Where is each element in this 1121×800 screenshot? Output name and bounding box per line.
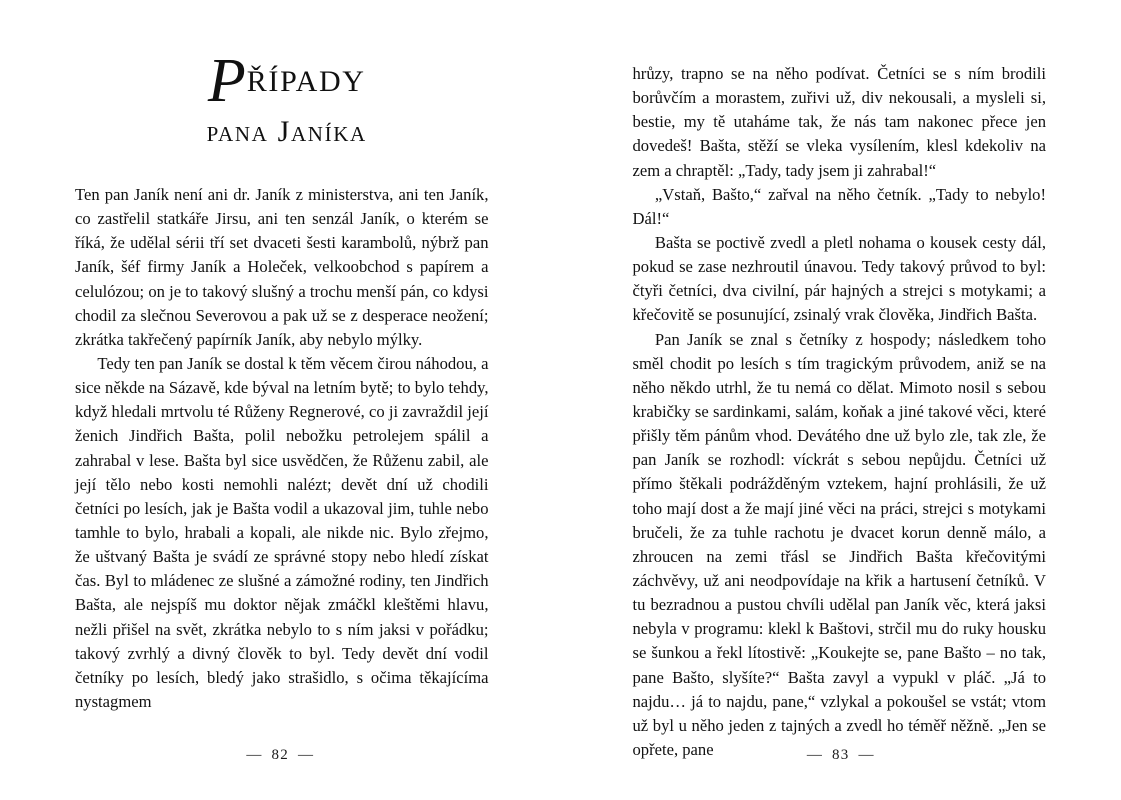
paragraph: Pan Janík se znal s četníky z hospody; následkem toho směl chodit po lesích s tím tragickým průvodem, aniž se na něho někdo utrhl, že tu nemá co dělat. Mimoto nosil s sebou krabičky se sardinkami, salám, koňak a jiné takové věci, které přišly těm pánům vhod. Devátého dne už bylo zle, tak zle, že pan Janík se rozhodl: víckrát s sebou nepůjdu. Četníci už přímo štěkali podrážděným vztekem, hajní prohlásili, že už toho mají dost a že mají jiné věci na práci, strejci s motykami bručeli, že za tuhle rachotu je dvacet korun denně málo, a zhroucen na zemi třásl se Jindřich Bašta křečovitými záchvěvy, už ani neodpovídaje na křik a hartusení četníků. V tu bezradnou a pustou chvíli udělal pan Janík věc, která jaksi nebyla v programu: klekl k Baštovi, strčil mu do ruky housku se šunkou a řekl lítostivě: „Koukejte se, pane Bašto – no tak, pane Bašto, slyšíte?“ Bašta zavyl a vypukl v pláč. „Já to najdu… já to najdu, pane,“ vzlykal a pokoušel se vstát; vtom už byl u něho jeden z tajných a zvedl ho téměř něžně. „Jen se opřete, pane <box>632 329 1046 759</box>
paragraph: Bašta se poctivě zvedl a pletl nohama o kousek cesty dál, pokud se zase nezhroutil únavou. Tedy takový průvod to byl: čtyři četníci, dva civilní, pár hajných a strejci s motykami; a křečovitě se posunující, zsinalý vrak člověka, Jindřich Bašta. <box>632 232 1046 325</box>
paragraph: Ten pan Janík není ani dr. Janík z ministerstva, ani ten Janík, co zastřelil statkáře Jirsu, ani ten senzál Janík, o kterém se říká, že udělal sérii tří set dvaceti šesti karambolů, nýbrž pan Janík, šéf firmy Janík a Holeček, velkoobchod s papírem a celulózou; on je to takový slušný a trochu menší pán, co kdysi chodil za slečnou Severovou a pak už se z desperace neožení; zkrátka takřečený papírník Janík, aby nebylo mýlky. <box>75 184 489 349</box>
paragraph: hrůzy, trapno se na něho podívat. Četníci se s ním brodili borůvčím a morastem, zuřivi už, div nekousali, a mysleli si, bestie, my tě utaháme tak, že nás tam nakonec přece jen dovedeš! Bašta, stěží se vleka vysílením, klesl kdekoliv na zem a chraptěl: „Tady, tady jsem ji zahrabal!“ <box>632 64 1046 180</box>
chapter-title-line-2: pana Janíka <box>206 115 367 149</box>
folio-dash-left: — <box>246 747 263 763</box>
page-right <box>561 0 1121 800</box>
chapter-title-line-1-text: ŘÍPADY <box>246 65 366 99</box>
folio-number: 82 <box>271 747 289 763</box>
paragraph: „Vstaň, Bašto,“ zařval na něho četník. „Tady to nebylo! Dál!“ <box>632 184 1046 228</box>
folio-dash-right: — <box>297 747 315 763</box>
folio-number: 83 <box>832 747 850 763</box>
folio-right <box>561 747 1121 764</box>
paragraph: Tedy ten pan Janík se dostal k těm věcem čirou náhodou, a sice někde na Sázavě, kde býval na letním bytě; to bylo tehdy, když hledali mrtvolu té Růženy Regnerové, co ji zavraždil její ženich Jindřich Bašta, polil nebožku petrolejem spálil a zahrabal v lese. Bašta byl sice usvědčen, že Růženu zabil, ale její tělo nebo kosti nemohli nalézt; devět dní už chodili četníci po lesích, jak je Bašta vodil a ukazoval jim, tuhle nebo tamhle to bylo, hrabali a kopali, ale nikde nic. Bylo zřejmo, že uštvaný Bašta je svádí ze správné stopy nebo hledí získat čas. Byl to mládenec ze slušné a zámožné rodiny, ten Jindřich Bašta, ale nejspíš mu doktor nějak zmáčkl kleštěmi hlavu, nežli přišel na svět, zkrátka nebylo to s ním jaksi v pořádku; takový zvrhlý a divný člověk to byl. Tedy devět dní vodil četníky po lesích, bledý jako strašidlo, s očima těkajícíma nystagmem <box>75 353 489 711</box>
folio-dash-left: — <box>806 747 824 763</box>
right-page-body <box>633 62 1047 762</box>
folio-left <box>0 747 561 764</box>
chapter-dropcap: P <box>207 47 246 115</box>
folio-dash-right: — <box>858 747 875 763</box>
chapter-title-line-1 <box>75 47 489 115</box>
chapter-title <box>75 47 489 149</box>
left-page-body <box>75 183 489 714</box>
